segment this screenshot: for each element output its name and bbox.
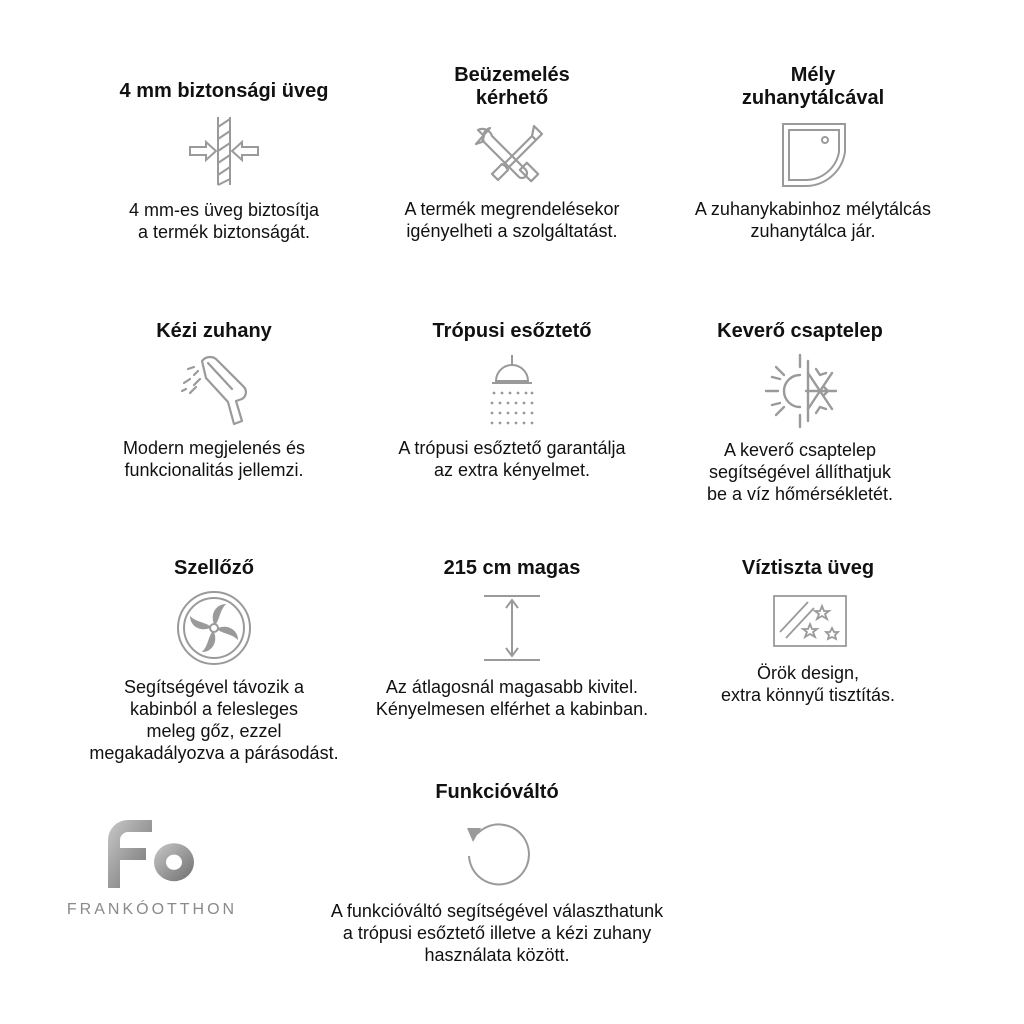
feature-desc: A zuhanykabinhoz mélytálcás zuhanytálca jár. [694, 199, 932, 241]
feature-desc: Örök design, extra könnyű tisztítás. [720, 663, 896, 705]
feature-desc: A keverő csaptelep segítségével állíthatjuk be a víz hőmérsékletét. [706, 440, 894, 504]
feature-title: Szellőző [173, 557, 254, 579]
feature-title: Keverő csaptelep [717, 320, 883, 342]
feature-desc: A funkcióváltó segítségével választhatunk a trópusi esőztető illetve a kézi zuhany használata között. [330, 901, 664, 965]
feature-installation [362, 64, 662, 242]
feature-title: Funkcióváltó [435, 781, 559, 803]
feature-rain-shower [362, 320, 662, 481]
feature-title: Mély zuhanytálcával [741, 64, 885, 109]
feature-deep-tray [663, 64, 963, 242]
feature-function-switch [297, 781, 697, 966]
feature-desc: Az átlagosnál magasabb kivitel. Kényelmesen elférhet a kabinban. [375, 677, 649, 719]
feature-desc: A trópusi esőztető garantálja az extra kényelmet. [398, 438, 626, 480]
feature-desc: A termék megrendelésekor igényelheti a szolgáltatást. [404, 199, 620, 241]
hand-shower-icon [172, 351, 256, 429]
feature-desc: 4 mm-es üveg biztosítja a termék biztonságát. [128, 200, 320, 242]
feature-clear-glass [658, 557, 958, 706]
feature-title: 215 cm magas [443, 557, 581, 579]
safety-glass-icon [184, 111, 264, 191]
rotate-icon [455, 812, 539, 892]
brand-logo [52, 818, 252, 919]
feature-mixer [650, 320, 950, 505]
feature-title: Beüzemelés kérhető [454, 64, 570, 109]
fan-icon [172, 588, 256, 668]
feature-title: Kézi zuhany [156, 320, 272, 342]
feature-desc: Segítségével távozik a kabinból a felesleges meleg gőz, ezzel megakadályozva a párásodást. [89, 677, 339, 763]
feature-desc: Modern megjelenés és funkcionalitás jellemzi. [122, 438, 306, 480]
clear-glass-icon [766, 588, 850, 654]
feature-hand-shower [64, 320, 364, 481]
brand-wordmark: FRANKÓOTTHON [66, 901, 238, 918]
feature-title: Víztiszta üveg [741, 557, 875, 579]
sun-snowflake-icon [758, 351, 842, 431]
feature-height [362, 557, 662, 720]
rain-shower-icon [470, 351, 554, 429]
feature-title: Trópusi esőztető [432, 320, 592, 342]
height-icon [470, 588, 554, 668]
shower-tray-icon [773, 118, 853, 190]
feature-title: 4 mm biztonsági üveg [119, 80, 329, 102]
brand-logo-mark [102, 818, 202, 890]
feature-safety-glass [74, 80, 374, 243]
tools-icon [472, 118, 552, 190]
feature-ventilation [64, 557, 364, 764]
